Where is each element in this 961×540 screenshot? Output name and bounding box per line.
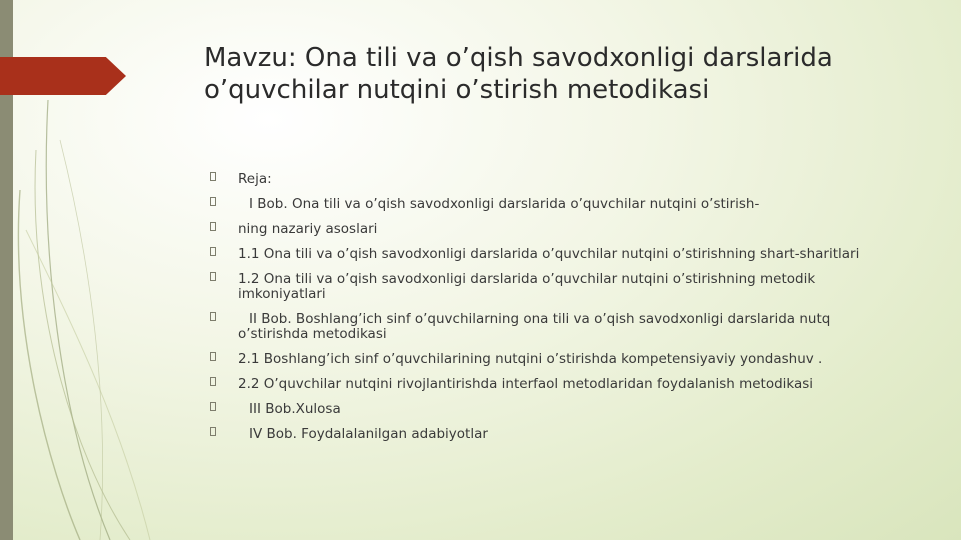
outline-list xyxy=(210,172,890,452)
title-accent-arrow xyxy=(0,57,126,95)
list-item-text: 2.2 O’quvchilar nutqini rivojlantirishda interfaol metodlaridan foydalanish metodikasi xyxy=(238,376,814,392)
list-item xyxy=(210,222,890,237)
list-item-text: III Bob.Xulosa xyxy=(249,401,341,417)
bullet-square-icon xyxy=(210,402,216,411)
bullet-square-icon xyxy=(210,352,216,361)
bullet-square-icon xyxy=(210,222,216,231)
title-line-2: o’quvchilar nutqini o’stirish metodikasi xyxy=(204,75,710,105)
list-item xyxy=(210,272,890,302)
list-item xyxy=(210,427,890,442)
bullet-square-icon xyxy=(210,427,216,436)
list-item xyxy=(210,312,890,342)
title-line-1: Mavzu: Ona tili va o’qish savodxonligi darslarida xyxy=(204,43,833,73)
list-item xyxy=(210,172,890,187)
bullet-square-icon xyxy=(210,272,216,281)
list-item-text: II Bob. Boshlang’ich sinf o’quvchilarning ona tili va o’qish savodxonligi darslarida nutq o’stirishda metodikasi xyxy=(238,311,831,342)
bullet-square-icon xyxy=(210,197,216,206)
list-item-text: ning nazariy asoslari xyxy=(238,221,378,237)
list-item xyxy=(210,197,890,212)
list-item-text: IV Bob. Foydalalanilgan adabiyotlar xyxy=(249,426,488,442)
list-item xyxy=(210,377,890,392)
list-item-text: 1.1 Ona tili va o’qish savodxonligi darslarida o’quvchilar nutqini o’stirishning shart-sharitlari xyxy=(238,246,860,262)
list-item-text: Reja: xyxy=(238,171,272,187)
bullet-square-icon xyxy=(210,247,216,256)
list-item xyxy=(210,247,890,262)
bullet-square-icon xyxy=(210,312,216,321)
list-item xyxy=(210,352,890,367)
slide-title xyxy=(204,42,904,106)
list-item-text: 1.2 Ona tili va o’qish savodxonligi darslarida o’quvchilar nutqini o’stirishning metodik imkoniyatlari xyxy=(238,271,816,302)
bullet-square-icon xyxy=(210,172,216,181)
list-item xyxy=(210,402,890,417)
list-item-text: I Bob. Ona tili va o’qish savodxonligi darslarida o’quvchilar nutqini o’stirish- xyxy=(249,196,760,212)
bullet-square-icon xyxy=(210,377,216,386)
list-item-text: 2.1 Boshlang’ich sinf o’quvchilarining nutqini o’stirishda kompetensiyaviy yondashuv . xyxy=(238,351,823,367)
